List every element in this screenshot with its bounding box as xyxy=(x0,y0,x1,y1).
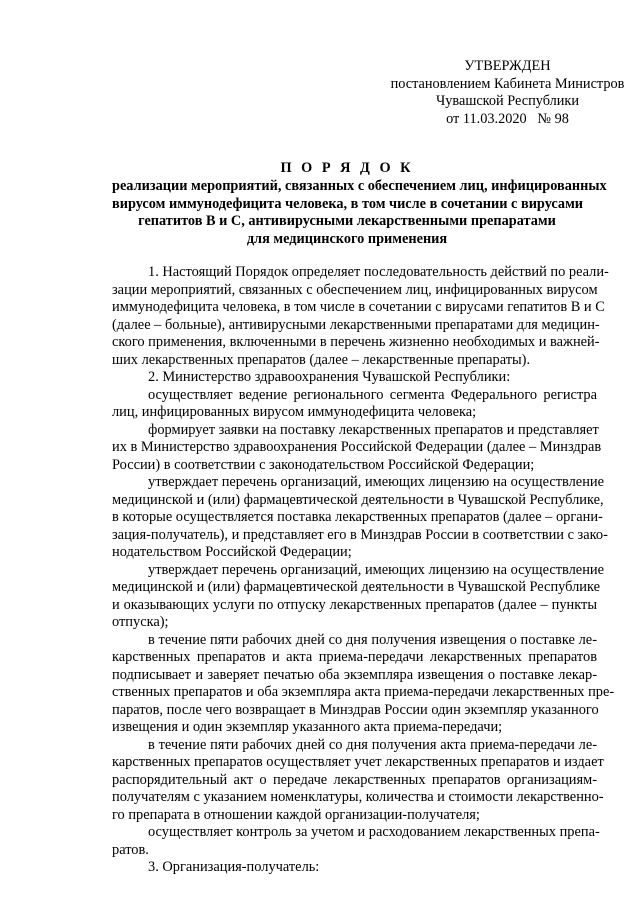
paragraph-line: осуществляет контроль за учетом и расходованием лекарственных препа- xyxy=(148,824,600,840)
paragraph-line: подписывает и заверяет печатью оба экземпляра извещения о поставке лекар- xyxy=(112,666,597,683)
paragraph-line: 1. Настоящий Порядок определяет последовательность действий по реали- xyxy=(148,264,609,280)
title-line: вирусом иммунодефицита человека, в том числе в сочетании с вирусами xyxy=(112,195,584,212)
paragraph-line: утверждает перечень организаций, имеющих лицензию на осуществление xyxy=(148,474,604,490)
paragraph-line: утверждает перечень организаций, имеющих лицензию на осуществление xyxy=(148,561,604,578)
paragraph-line: в которые осуществляется поставка лекарственных препаратов (далее – органи- xyxy=(112,509,603,525)
paragraph-line: распорядительный акт о передаче лекарственных препаратов организациям- xyxy=(112,771,597,788)
paragraph-line: медицинской и (или) фармацевтической деятельности в Чувашской Республике, xyxy=(112,491,604,508)
paragraph-line: го препарата в отношении каждой организации-получателя; xyxy=(112,806,480,823)
document-title xyxy=(112,160,607,248)
paragraph-line: ратов. xyxy=(112,841,149,858)
paragraph-line: паратов, после чего возвращает в Минздрав России один экземпляр указанного xyxy=(112,701,599,718)
paragraph xyxy=(112,824,600,859)
paragraph-line: (далее – больные), антивирусными лекарственными препаратами для медицин- xyxy=(112,316,600,333)
document-body xyxy=(112,264,615,877)
approval-line-1: УТВЕРЖДЕН xyxy=(464,58,551,74)
paragraph-line: России) в соответствии с законодательством Российской Федерации; xyxy=(112,456,535,473)
paragraph-line: формирует заявки на поставку лекарственных препаратов и представляет xyxy=(148,421,599,438)
paragraph-line: зация-получатель), и представляет его в Минздрав России в соответствии с зако- xyxy=(112,526,608,543)
paragraph-line: карственных препаратов осуществляет учет лекарственных препаратов и издает xyxy=(112,754,604,770)
title-line: гепатитов В и С, антивирусными лекарственными препаратами xyxy=(138,213,556,230)
paragraph xyxy=(112,387,597,422)
paragraph xyxy=(112,264,609,369)
paragraph-line: ших лекарственных препаратов (далее – лекарственные препараты). xyxy=(112,351,531,368)
paragraph-line: иммунодефицита человека, в том числе в сочетании с вирусами гепатитов В и С xyxy=(112,299,605,315)
title-line: реализации мероприятий, связанных с обеспечением лиц, инфицированных xyxy=(112,178,607,195)
title-line: для медицинского применения xyxy=(246,230,448,247)
paragraph-line: в течение пяти рабочих дней со дня получения извещения о поставке ле- xyxy=(148,631,597,648)
paragraph-line: извещения и один экземпляр указанного акта приема-передачи; xyxy=(112,719,503,735)
paragraph xyxy=(112,474,608,562)
paragraph xyxy=(112,859,597,877)
paragraph-line: и оказывающих услуги по отпуску лекарственных препаратов (далее – пункты xyxy=(112,596,597,613)
approval-stamp xyxy=(380,58,635,128)
paragraph xyxy=(112,736,604,825)
paragraph-line: медицинской и (или) фармацевтической деятельности в Чувашской Республике xyxy=(112,579,601,595)
paragraph xyxy=(112,561,604,632)
paragraph-line: их в Министерство здравоохранения Российской Федерации (далее – Минздрав xyxy=(112,439,602,455)
paragraph-line: 3. Организация-получатель: xyxy=(148,859,320,875)
paragraph-line: зации мероприятий, связанных с обеспечением лиц, инфицированных вирусом xyxy=(112,281,598,298)
paragraph-line: 2. Министерство здравоохранения Чувашской Республики: xyxy=(148,369,511,385)
paragraph xyxy=(112,631,615,737)
paragraph-line: ского применения, включенными в перечень жизненно необходимых и важней- xyxy=(112,334,600,350)
paragraph-line: карственных препаратов и акта приема-передачи лекарственных препаратов xyxy=(112,649,597,665)
title-heading: П О Р Я Д О К xyxy=(280,160,414,176)
approval-line-4: от 11.03.2020 № 98 xyxy=(446,110,569,127)
paragraph-line: осуществляет ведение регионального сегмента Федерального регистра xyxy=(148,386,597,403)
paragraph xyxy=(112,421,602,475)
approval-line-2: постановлением Кабинета Министров xyxy=(390,75,625,92)
paragraph xyxy=(112,369,597,387)
paragraph-line: нодательством Российской Федерации; xyxy=(112,544,352,560)
paragraph-line: ственных препаратов и оба экземпляра акта приема-передачи лекарственных пре- xyxy=(112,684,615,700)
paragraph-line: лиц, инфицированных вирусом иммунодефицита человека; xyxy=(112,404,477,420)
paragraph-line: в течение пяти рабочих дней со дня получения акта приема-передачи ле- xyxy=(148,736,597,753)
paragraph-line: получателям с указанием номенклатуры, количества и стоимости лекарственно- xyxy=(112,789,604,805)
paragraph-line: отпуска); xyxy=(112,614,169,630)
approval-line-3: Чувашской Республики xyxy=(435,93,580,109)
